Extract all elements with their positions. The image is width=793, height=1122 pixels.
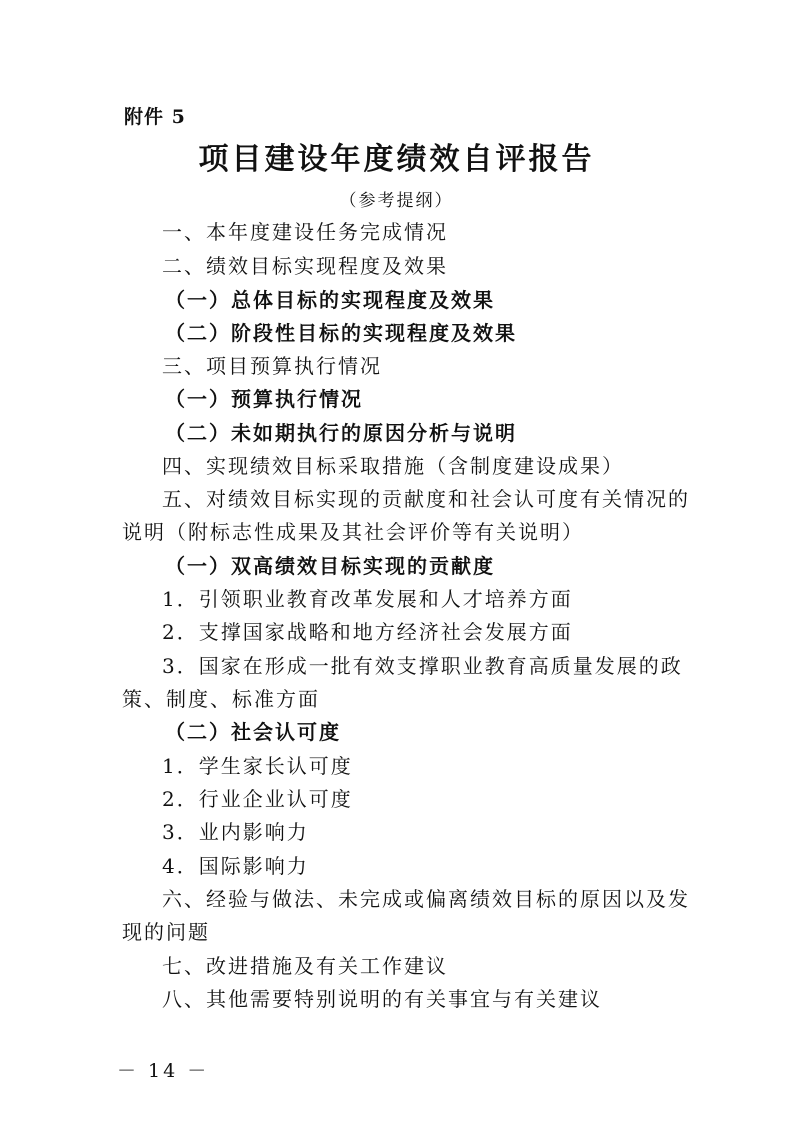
- outline-item-4: 四、实现绩效目标采取措施（含制度建设成果）: [162, 454, 624, 478]
- outline-item-5: 五、对绩效目标实现的贡献度和社会认可度有关情况的: [162, 487, 690, 511]
- outline-item-2: 二、绩效目标实现程度及效果: [162, 254, 448, 278]
- outline-item-2-2: （二）阶段性目标的实现程度及效果: [165, 321, 517, 345]
- attachment-label: 附件 5: [124, 106, 186, 128]
- outline-item-6: 六、经验与做法、未完成或偏离绩效目标的原因以及发: [162, 887, 690, 911]
- outline-item-3-1: （一）预算执行情况: [165, 387, 363, 411]
- outline-item-5-1-2: 2．支撑国家战略和地方经济社会发展方面: [162, 620, 573, 644]
- outline-item-5-1: （一）双高绩效目标实现的贡献度: [165, 554, 495, 578]
- outline-item-5-2-1: 1．学生家长认可度: [162, 754, 353, 778]
- outline-item-6-continued: 现的问题: [122, 920, 210, 944]
- outline-item-8: 八、其他需要特别说明的有关事宜与有关建议: [162, 987, 602, 1011]
- outline-item-5-1-3-continued: 策、制度、标准方面: [122, 687, 320, 711]
- document-subtitle: （参考提纲）: [339, 191, 454, 211]
- outline-item-5-1-1: 1．引领职业教育改革发展和人才培养方面: [162, 587, 573, 611]
- outline-item-5-2: （二）社会认可度: [165, 720, 341, 744]
- outline-item-7: 七、改进措施及有关工作建议: [162, 954, 448, 978]
- outline-item-5-1-3: 3．国家在形成一批有效支撑职业教育高质量发展的政: [162, 654, 683, 678]
- outline-item-5-2-4: 4．国际影响力: [162, 854, 309, 878]
- outline-item-2-1: （一）总体目标的实现程度及效果: [165, 288, 495, 312]
- page-number: － 14 －: [117, 1060, 210, 1082]
- outline-item-1: 一、本年度建设任务完成情况: [162, 220, 448, 244]
- outline-item-5-2-2: 2．行业企业认可度: [162, 787, 353, 811]
- outline-item-3: 三、项目预算执行情况: [162, 354, 382, 378]
- outline-item-3-2: （二）未如期执行的原因分析与说明: [165, 421, 517, 445]
- outline-item-5-2-3: 3．业内影响力: [162, 820, 309, 844]
- outline-item-5-continued: 说明（附标志性成果及其社会评价等有关说明）: [122, 520, 584, 544]
- document-title: 项目建设年度绩效自评报告: [198, 142, 595, 177]
